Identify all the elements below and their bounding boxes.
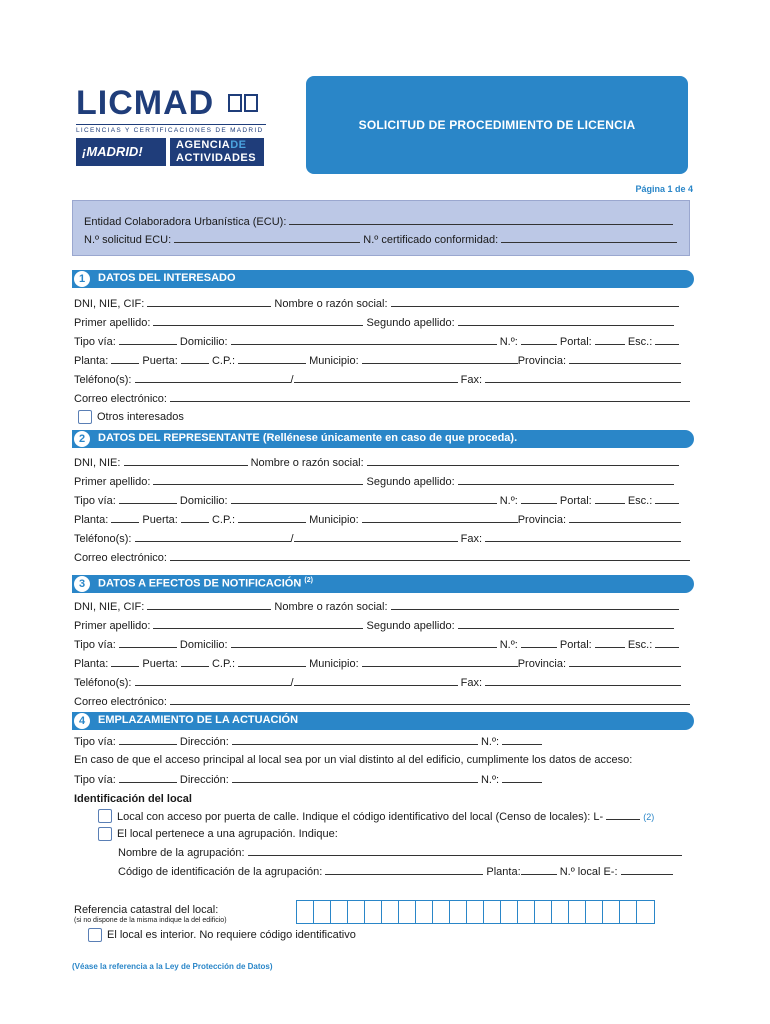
puerta-calle-checkbox[interactable]: [98, 809, 112, 823]
footnote: (Véase la referencia a la Ley de Protección de Datos): [72, 962, 273, 971]
s3-dni-row: DNI, NIE, CIF: Nombre o razón social:: [74, 599, 679, 614]
s1-telefono-row: Teléfono(s): / Fax:: [74, 372, 681, 387]
codigo-agrupacion-row: Código de identificación de la agrupación: Planta: N.º local E-:: [118, 864, 673, 879]
s3-telefono-row: Teléfono(s): / Fax:: [74, 675, 681, 690]
s2-planta-row: Planta: Puerta: C.P.: Municipio: Provincia:: [74, 512, 681, 527]
otros-interesados-label: Otros interesados: [97, 411, 184, 423]
s1-dni-field[interactable]: [147, 296, 271, 307]
s2-via-row: Tipo vía: Domicilio: N.º: Portal: Esc.:: [74, 493, 679, 508]
s1-correo-field[interactable]: [170, 391, 690, 402]
agencia-logo: AGENCIADE ACTIVIDADES: [170, 138, 264, 166]
logo-boxes: [228, 94, 260, 117]
s1-primer-field[interactable]: [153, 315, 363, 326]
madrid-logo: ¡MADRID!: [76, 138, 166, 166]
section-4-header: 4 EMPLAZAMIENTO DE LA ACTUACIÓN: [72, 712, 694, 730]
s2-correo-row: Correo electrónico:: [74, 550, 690, 565]
s3-via-row: Tipo vía: Domicilio: N.º: Portal: Esc.:: [74, 637, 679, 652]
otros-interesados-checkbox[interactable]: [78, 410, 92, 424]
ecu-request-field[interactable]: [174, 232, 360, 243]
ecu-cert-field[interactable]: [501, 232, 677, 243]
identificacion-title: Identificación del local: [74, 793, 192, 805]
ecu-entity-field[interactable]: [289, 214, 673, 225]
puerta-calle-row: Local con acceso por puerta de calle. Indique el código identificativo del local (Censo de locales): L- (2): [117, 811, 655, 823]
page-number: Página 1 de 4: [635, 184, 693, 194]
s1-dni-row: DNI, NIE, CIF: Nombre o razón social:: [74, 296, 679, 311]
nombre-agrupacion-row: Nombre de la agrupación:: [118, 845, 682, 860]
s1-apellido-row: Primer apellido: Segundo apellido:: [74, 315, 674, 330]
s1-segundo-field[interactable]: [458, 315, 674, 326]
s2-apellido-row: Primer apellido: Segundo apellido:: [74, 474, 674, 489]
section-1-header: 1 DATOS DEL INTERESADO: [72, 270, 694, 288]
s4-via-row: Tipo vía: Dirección: N.º:: [74, 734, 542, 749]
logo-subtitle: LICENCIAS Y CERTIFICACIONES DE MADRID: [76, 124, 266, 134]
s1-nombre-field[interactable]: [391, 296, 679, 307]
section-3-header: 3 DATOS A EFECTOS DE NOTIFICACIÓN $^{(2)}$: [72, 575, 694, 593]
agrupacion-label: El local pertenece a una agrupación. Indique:: [117, 828, 338, 840]
section-2-header: 2 DATOS DEL REPRESENTANTE (Rellénese únicamente en caso de que proceda).: [72, 430, 694, 448]
local-interior-label: El local es interior. No requiere código identificativo: [107, 929, 356, 941]
form-title: SOLICITUD DE PROCEDIMIENTO DE LICENCIA: [358, 118, 636, 132]
ref-catastral-note: (si no dispone de la misma indique la del edificio): [74, 917, 227, 924]
s3-planta-row: Planta: Puerta: C.P.: Municipio: Provincia:: [74, 656, 681, 671]
ref-catastral-grid[interactable]: [296, 900, 655, 924]
ecu-entity-row: Entidad Colaboradora Urbanística (ECU):: [84, 214, 673, 229]
s4-acceso-text: En caso de que el acceso principal al local sea por un vial distinto al del edificio, cumplimente los datos de acceso:: [74, 754, 633, 766]
header-panel: [306, 76, 688, 174]
ref-catastral-label: Referencia catastral del local:: [74, 904, 219, 916]
s4-acceso-via-row: Tipo vía: Dirección: N.º:: [74, 772, 542, 787]
s3-correo-row: Correo electrónico:: [74, 694, 690, 709]
agrupacion-checkbox[interactable]: [98, 827, 112, 841]
s1-via-row: Tipo vía: Domicilio: N.º: Portal: Esc.:: [74, 334, 679, 349]
licmad-logo: [72, 84, 268, 168]
s3-apellido-row: Primer apellido: Segundo apellido:: [74, 618, 674, 633]
ecu-request-row: N.º solicitud ECU: N.º certificado conformidad:: [84, 232, 677, 247]
local-interior-checkbox[interactable]: [88, 928, 102, 942]
s2-dni-row: DNI, NIE: Nombre o razón social:: [74, 455, 679, 470]
logo-brand: LICMAD: [76, 84, 215, 122]
s2-telefono-row: Teléfono(s): / Fax:: [74, 531, 681, 546]
s1-planta-row: Planta: Puerta: C.P.: Municipio: Provincia:: [74, 353, 681, 368]
s1-correo-row: Correo electrónico:: [74, 391, 690, 406]
